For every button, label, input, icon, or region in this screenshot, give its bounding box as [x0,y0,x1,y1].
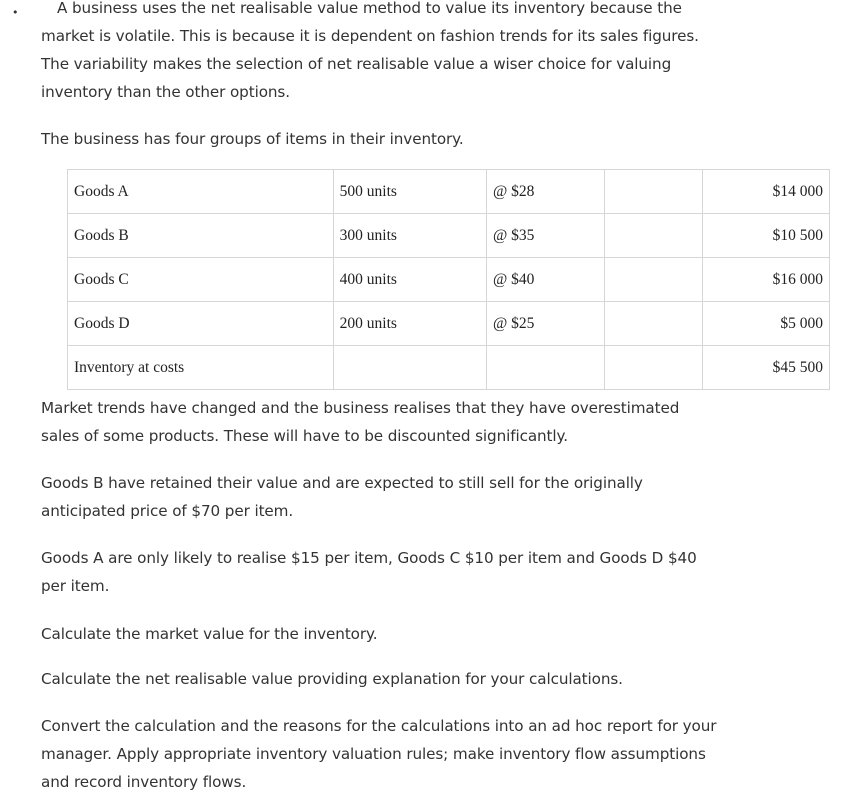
units-cell: 300 units [333,214,486,258]
price-cell: @ $25 [486,302,604,346]
empty-cell [333,346,486,390]
goods-name-cell: Goods B [68,214,334,258]
empty-cell [605,302,703,346]
goods-name-cell: Goods C [68,258,334,302]
total-cell: $10 500 [703,214,830,258]
price-cell: @ $28 [486,170,604,214]
goods-name-cell: Goods D [68,302,334,346]
units-cell: 400 units [333,258,486,302]
empty-cell [605,258,703,302]
task-net-realisable-value: Calculate the net realisable value providing explanation for your calculations. [41,670,623,688]
empty-cell [486,346,604,390]
task-ad-hoc-report: Convert the calculation and the reasons for the calculations into an ad hoc report for your manager. Apply appropriate inventory valuation rules; make inventory flow assumptions and record inventory flows. [41,717,717,791]
bullet-marker: • [12,6,19,19]
table-row [68,170,830,214]
empty-cell [605,170,703,214]
goods-name-cell: Goods A [68,170,334,214]
market-trends-paragraph: Market trends have changed and the business realises that they have overestimated sales of some products. These will have to be discounted significantly. [41,399,680,445]
units-cell: 200 units [333,302,486,346]
table-row [68,258,830,302]
intro-paragraph: A business uses the net realisable value method to value its inventory because the market is volatile. This is because it is dependent on fashion trends for its sales figures. The variability makes the selection of net realisable value a wiser choice for valuing inventory than the other options. [41,0,699,101]
task-market-value: Calculate the market value for the inventory. [41,625,378,643]
groups-paragraph: The business has four groups of items in their inventory. [41,130,464,148]
units-cell: 500 units [333,170,486,214]
price-cell: @ $35 [486,214,604,258]
inventory-table [67,169,830,390]
table-row [68,302,830,346]
total-cell: $14 000 [703,170,830,214]
empty-cell [605,214,703,258]
summary-row [68,346,830,390]
total-cell: $5 000 [703,302,830,346]
empty-cell [605,346,703,390]
summary-label-cell: Inventory at costs [68,346,334,390]
summary-total-cell: $45 500 [703,346,830,390]
price-cell: @ $40 [486,258,604,302]
goods-acd-paragraph: Goods A are only likely to realise $15 per item, Goods C $10 per item and Goods D $40 per item. [41,549,697,595]
table-row [68,214,830,258]
goods-b-paragraph: Goods B have retained their value and are expected to still sell for the originally anticipated price of $70 per item. [41,474,643,520]
total-cell: $16 000 [703,258,830,302]
